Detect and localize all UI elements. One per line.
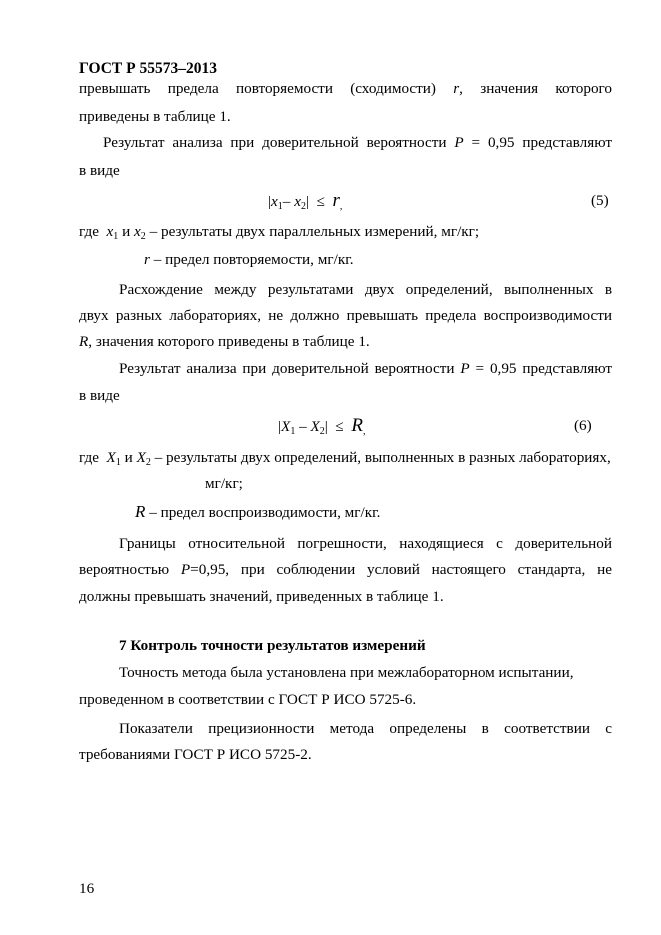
- paragraph-5-line-1: Границы относительной погрешности, находящиеся с доверительной: [119, 535, 612, 552]
- paragraph-2-line-2: в виде: [79, 162, 120, 179]
- formula-5-number: (5): [591, 192, 609, 209]
- paragraph-2-line-1: Результат анализа при доверительной вероятности P = 0,95 представляют: [103, 134, 612, 151]
- paragraph-1-line-1: превышать предела повторяемости (сходимости) r, значения которого: [79, 80, 613, 97]
- paragraph-3-line-2: двух разных лабораториях, не должно превышать предела воспроизводимости: [79, 307, 612, 324]
- formula-5-expression: $|x_1-$ $x_2| \le r_,$: [268, 190, 343, 212]
- paragraph-6-line-1: Точность метода была установлена при межлабораторном испытании,: [119, 664, 574, 681]
- where-5-line-2: r – предел повторяемости, мг/кг.: [144, 251, 354, 268]
- where-6-line-3: R – предел воспроизводимости, мг/кг.: [135, 502, 381, 521]
- standard-title: ГОСТ Р 55573–2013: [79, 60, 217, 77]
- where-6-line-2: мг/кг;: [205, 475, 243, 492]
- formula-6-expression: $|X_1 - X_2| \le R_,$: [278, 415, 366, 437]
- paragraph-5-line-3: должны превышать значений, приведенных в таблице 1.: [79, 588, 444, 605]
- paragraph-4-line-1: Результат анализа при доверительной вероятности P = 0,95 представляют: [119, 360, 612, 377]
- page-number: 16: [79, 880, 95, 897]
- paragraph-1-line-2: приведены в таблице 1.: [79, 108, 231, 125]
- paragraph-7-line-2: требованиями ГОСТ Р ИСО 5725-2.: [79, 746, 312, 763]
- paragraph-7-line-1: Показатели прецизионности метода определены в соответствии с: [119, 720, 612, 737]
- formula-6-number: (6): [574, 417, 592, 434]
- paragraph-3-line-1: Расхождение между результатами двух определений, выполненных в: [119, 281, 612, 298]
- paragraph-5-line-2: вероятностью P=0,95, при соблюдении условий настоящего стандарта, не: [79, 561, 612, 578]
- paragraph-3-line-3: R, значения которого приведены в таблице 1.: [79, 333, 370, 350]
- where-5-line-1: где $x_1$ и $x_2$ – результаты двух параллельных измерений, мг/кг;: [79, 223, 480, 242]
- paragraph-4-line-2: в виде: [79, 387, 120, 404]
- section-7-title: 7 Контроль точности результатов измерений: [119, 637, 426, 654]
- paragraph-6-line-2: проведенном в соответствии с ГОСТ Р ИСО 5725-6.: [79, 691, 417, 708]
- where-6-line-1: где $X_1$ и $X_2$ – результаты двух определений, выполненных в разных лабораториях,: [79, 449, 611, 468]
